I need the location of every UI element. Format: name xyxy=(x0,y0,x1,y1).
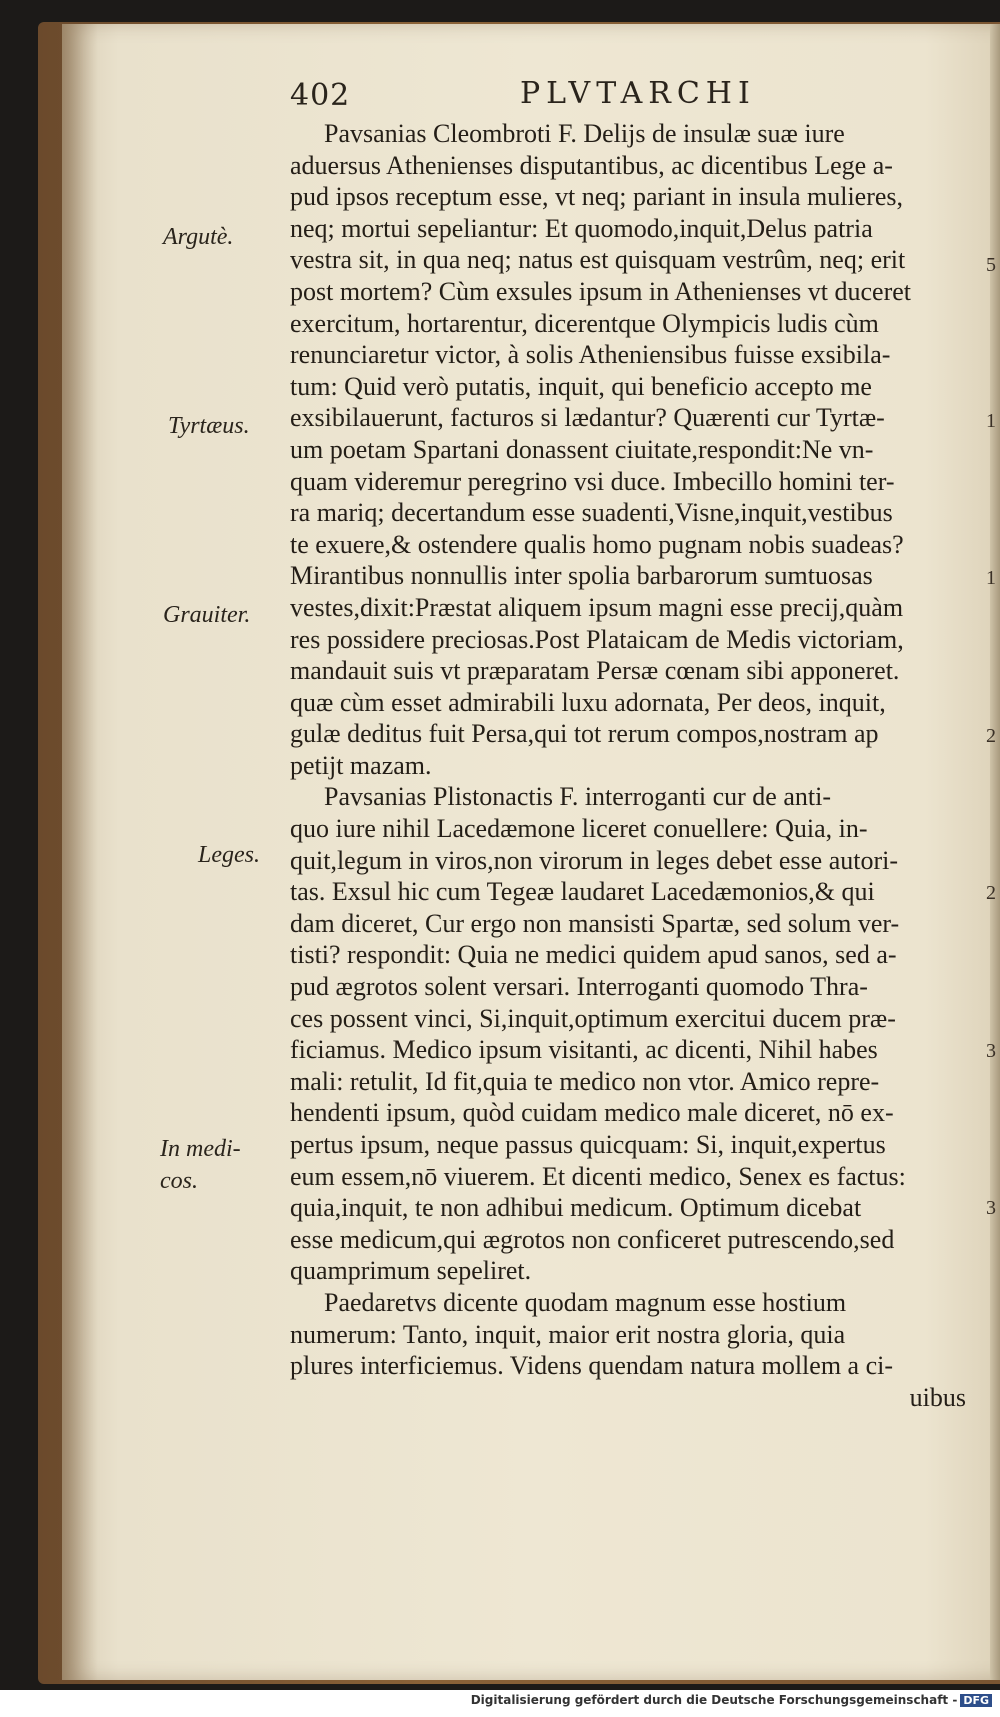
running-head: PLVTARCHI xyxy=(520,76,756,111)
line-number-mark: 5 xyxy=(986,254,996,276)
digitization-credit xyxy=(0,1693,992,1707)
text-line: tas. Exsul hic cum Tegeæ laudaret Lacedæmonios,& qui xyxy=(290,877,875,907)
text-line: Paedaretvs dicente quodam magnum esse hostium xyxy=(324,1287,847,1317)
line-number-mark: 1 xyxy=(986,567,996,589)
text-line: post mortem? Cùm exsules ipsum in Athenienses vt duceret xyxy=(290,276,912,306)
text-line: ficiamus. Medico ipsum visitanti, ac dicenti, Nihil habes xyxy=(290,1035,878,1065)
credit-text: Digitalisierung gefördert durch die Deutsche Forschungsgemeinschaft - xyxy=(470,1693,958,1707)
line-number-mark: 2 xyxy=(986,725,996,747)
text-line: numerum: Tanto, inquit, maior erit nostra gloria, quia xyxy=(290,1319,846,1349)
text-line: gulæ deditus fuit Persa,qui tot rerum compos,nostram ap xyxy=(290,719,879,749)
text-line: pud ipsos receptum esse, vt neq; pariant in insula mulieres, xyxy=(290,182,904,212)
text-line: Pavsanias Plistonactis F. interroganti cur de anti- xyxy=(324,782,831,812)
text-line: pertus ipsum, neque passus quicquam: Si, inquit,expertus xyxy=(290,1130,886,1159)
text-line: tum: Quid verò putatis, inquit, qui beneficio accepto me xyxy=(290,371,872,401)
text-line: exercitum, hortarentur, dicerentque Olympicis ludis cùm xyxy=(290,308,879,338)
text-line: vestra sit, in qua neq; natus est quisquam vestrûm, neq; erit xyxy=(290,245,906,275)
marginal-note: Tyrtæus. xyxy=(168,413,250,439)
text-line: esse medicum,qui ægrotos non conficeret putrescendo,sed xyxy=(290,1224,895,1254)
text-line: vestes,dixit:Præstat aliquem ipsum magni esse precij,quàm xyxy=(290,592,904,622)
line-number-mark: 2 xyxy=(986,882,996,904)
marginal-note: In medi- xyxy=(160,1136,241,1162)
text-line: quæ cùm esset admirabili luxu adornata, Per deos, inquit, xyxy=(290,687,886,717)
text-line: ra mariq; decertandum esse suadenti,Visne,inquit,vestibus xyxy=(290,498,893,528)
text-line: hendenti ipsum, quòd cuidam medico male diceret, nō ex- xyxy=(290,1098,894,1128)
marginal-note: cos. xyxy=(160,1168,198,1194)
text-line: um poetam Spartani donassent ciuitate,respondit:Ne vn- xyxy=(290,434,874,464)
text-line: renunciaretur victor, à solis Atheniensibus fuisse exsibila- xyxy=(290,340,891,370)
page-gutter-shadow xyxy=(62,24,98,1680)
text-line: aduersus Athenienses disputantibus, ac dicentibus Lege a- xyxy=(290,150,893,180)
text-line: quo iure nihil Lacedæmone liceret conuellere: Quia, in- xyxy=(290,814,868,844)
text-line: quam videremur peregrino vsi duce. Imbecillo homini ter- xyxy=(290,466,895,496)
text-line: quit,legum in viros,non virorum in leges debet esse autori- xyxy=(290,845,898,875)
text-line: dam diceret, Cur ergo non mansisti Spartæ, sed solum ver- xyxy=(290,908,900,938)
page-number: 402 xyxy=(290,78,351,113)
dfg-logo: DFG xyxy=(960,1694,992,1707)
catchword: uibus xyxy=(909,1382,966,1412)
text-line: mali: retulit, Id fit,quia te medico non vtor. Amico repre- xyxy=(290,1066,880,1096)
text-line: eum essem,nō viuerem. Et dicenti medico, Senex es factus: xyxy=(290,1161,906,1191)
text-line: pud ægrotos solent versari. Interroganti quomodo Thra- xyxy=(290,972,868,1002)
line-number-mark: 3 xyxy=(986,1197,996,1219)
marginal-note: Grauiter. xyxy=(163,602,251,628)
text-line: ces possent vinci, Si,inquit,optimum exercitui ducem præ- xyxy=(290,1003,896,1033)
body-text xyxy=(290,118,980,1413)
line-number-mark: 3 xyxy=(986,1040,996,1062)
text-line: neq; mortui sepeliantur: Et quomodo,inquit,Delus patria xyxy=(290,213,873,243)
line-number-mark: 1 xyxy=(986,410,996,432)
marginal-note: Leges. xyxy=(198,842,260,868)
text-line: te exuere,& ostendere qualis homo pugnam nobis suadeas? xyxy=(290,529,904,559)
text-line: quia,inquit, te non adhibui medicum. Optimum dicebat xyxy=(290,1193,862,1223)
text-line: Pavsanias Cleombroti F. Delijs de insulæ suæ iure xyxy=(324,119,845,148)
text-line: tisti? respondit: Quia ne medici quidem apud sanos, sed a- xyxy=(290,940,897,970)
text-line: res possidere preciosas.Post Plataicam de Medis victoriam, xyxy=(290,624,904,654)
text-line: exsibilauerunt, facturos si lædantur? Quærenti cur Tyrtæ- xyxy=(290,403,885,433)
text-line: mandauit suis vt præparatam Persæ cœnam sibi apponeret. xyxy=(290,656,900,686)
marginal-note: Argutè. xyxy=(163,224,234,250)
text-line: quamprimum sepeliret. xyxy=(290,1256,532,1286)
text-line: petijt mazam. xyxy=(290,750,432,780)
text-line: plures interficiemus. Videns quendam natura mollem a ci- xyxy=(290,1351,894,1381)
text-line: Mirantibus nonnullis inter spolia barbarorum sumtuosas xyxy=(290,561,873,591)
